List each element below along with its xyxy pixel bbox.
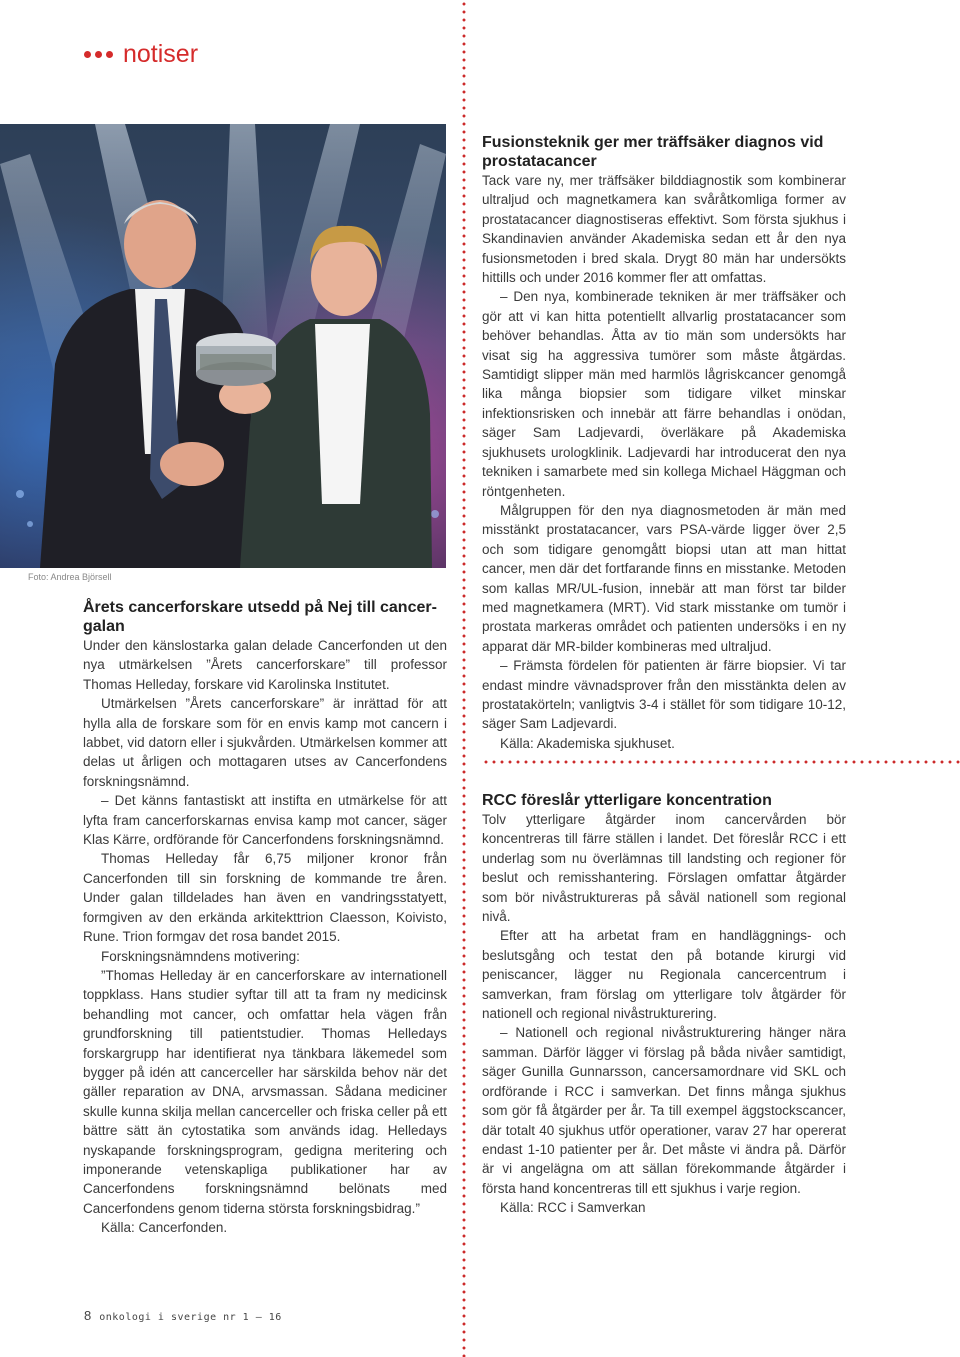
- article-paragraph: Tolv ytterligare åtgärder inom cancervården bör koncentreras till färre ställen i landet. Det föreslår RCC i ett underlag som nu överlämnas till landsting och regioner för beslut och remisshantering. Förslagen omfattar åtgärder som bör nivåstruktureras på såväl nationell som regional nivå.: [482, 812, 846, 925]
- article-rcc: [482, 791, 846, 1218]
- article-source: Källa: Cancerfonden.: [101, 1220, 228, 1236]
- page-number: 8: [84, 1308, 92, 1323]
- article-divider: [482, 760, 960, 764]
- article-paragraph: Utmärkelsen ”Årets cancerforskare” är inrättad för att hylla alla de forskare som för en envis kamp mot cancern i labbet, vid datorn eller i sjukvården. Utmärkelsen kommer att delas ut årligen och mottagaren utses av Cancerfondens forskningsnämnd.: [83, 696, 447, 789]
- article-headline: Årets cancerforskare utsedd på Nej till cancer-galan: [83, 599, 437, 635]
- photo-caption: Foto: Andrea Björsell: [28, 572, 112, 582]
- article-headline: Fusionsteknik ger mer träffsäker diagnos vid prostatacancer: [482, 134, 824, 170]
- article-paragraph: – Det känns fantastiskt att instifta en utmärkelse för att lyfta fram cancerforskarnas envisa kamp mot cancer, säger Klas Kärre, ordförande för Cancerfondens forskningsnämnd.: [83, 793, 447, 848]
- article-paragraph: Tack vare ny, mer träffsäker bilddiagnostik som kombinerar ultraljud och magnetkamera kan svåråtkomliga former av prostatacancer diagnostiseras effektivt. Som första sjukhus i Skandinavien använder Akademiska sedan ett år den nya fusionsmetoden i bred skala. Drygt 80 män har undersökts hittills och under 2016 kommer fler att omfattas.: [482, 173, 846, 286]
- article-paragraph: Under den känslostarka galan delade Cancerfonden ut den nya utmärkelsen ”Årets cancerforskare” till professor Thomas Helleday, forskare vid Karolinska Institutet.: [83, 638, 447, 692]
- award-photo: [0, 124, 446, 568]
- article-paragraph: – Den nya, kombinerade tekniken är mer träffsäker och gör att vi kan hitta potentiellt allvarlig prostatacancer som behöver behandlas. Åtta av tio män som undersökts har visat sig ha aggressiva tumörer som måste åtgärdas. Samtidigt slipper män med harmlös lågriskcancer genomgå lika många biopsier som tidigare vilket minskar infektionsrisken och innebär att färre behandlas i onödan, säger Sam Ladjevardi, överläkare på Akademiska sjukhusets urologklinik. Ladjevardi har introducerat den nya tekniken i samarbete med sin kollega Michael Häggman och röntgenheten.: [482, 289, 846, 499]
- article-source: Källa: RCC i Samverkan: [500, 1200, 646, 1216]
- article-paragraph: Målgruppen för den nya diagnosmetoden är män med misstänkt prostatacancer, vars PSA-värde ligger över 2,5 och som tidigare genomgått biopsi utan att man hittat cancer, men där det fortfarande finns en misstanke. Metoden som kallas MR/UL-fusion, innebär att man först tar bilder med magnetkamera (MRT). Vid stark misstanke om tumör i prostata markeras området och patienten undersöks i en ny apparat där MR-bilder kombineras med ultraljud.: [482, 502, 846, 654]
- column-divider: [462, 0, 466, 1357]
- article-paragraph: Forskningsnämndens motivering:: [101, 948, 300, 964]
- article-paragraph: – Främsta fördelen för patienten är färre biopsier. Vi tar endast mindre vävnadsprover från den misstänkta delen av prostatakörteln; vanligtvis 3-4 i stället för som tidigare 10-12, säger Sam Ladjevardi.: [482, 658, 846, 732]
- article-fusion: [482, 133, 846, 753]
- article-source: Källa: Akademiska sjukhuset.: [500, 735, 675, 751]
- article-quote: ”Thomas Helleday är en cancerforskare av internationell toppklass. Hans studier syftar till att ta fram ny medicinsk behandling mot cancer, och omfattar hela vägen från grundforskning till patientstudier. Thomas Helledays forskargrupp har identifierat nya tänkbara läkemedel som bygger på idén att cancerceller har särskilda behov när det gäller reparation av DNA, arvsmassan. Sådana mediciner skulle kunna skilja mellan cancerceller och friska celler på ett bättre sätt än cytostatika som används idag. Helledays nyskapande forskningsprogram, gedigna meritering och imponerande vetenskapliga publikationer har av Cancerfondens forskningsnämnd belönats med Cancerfondens genom tiderna största forskningsbidrag.”: [83, 967, 447, 1216]
- article-headline: RCC föreslår ytterligare koncentration: [482, 792, 772, 809]
- section-dots: [84, 51, 113, 58]
- article-paragraph: Thomas Helleday får 6,75 miljoner kronor från Cancerfonden till sin forskning de kommande tre åren. Under galan tilldelades han även en vandringsstatyett, formgiven av den erkända arkitekttrion Claesson, Koivisto, Rune. Trion formgav det rosa bandet 2015.: [83, 851, 447, 945]
- page-footer: [84, 1308, 282, 1323]
- article-paragraph: Efter att ha arbetat fram en handläggnings- och beslutsgång och testat den på botande kirurgi vid peniscancer, lägger nu Regionala cancercentrum i samverkan, fram förslag om ytterligare tolv åtgärder för nationell och regional nivåstrukturering.: [482, 928, 846, 1022]
- article-award: [83, 598, 447, 1238]
- magazine-issue: onkologi i sverige nr 1 – 16: [99, 1312, 282, 1323]
- section-title: notiser: [123, 40, 199, 68]
- section-header: [84, 40, 198, 69]
- article-paragraph: – Nationell och regional nivåstrukturering hänger nära samman. Därför lägger vi förslag på båda nivåer samtidigt, säger Gunilla Gunnarsson, cancersamordnare vid SKL och ordförande i RCC i samverkan. Det finns många sjukhus som gör få åtgärder per år. Ta till exempel äggstockscancer, där totalt 40 sjukhus utför operationer, varav 27 har opererat endast 1-10 patienter per år. Det måste vi ändra på. Därför är vi angelägna om att sällan förekommande åtgärder i första hand koncentreras till ett sjukhus i varje region.: [482, 1025, 846, 1196]
